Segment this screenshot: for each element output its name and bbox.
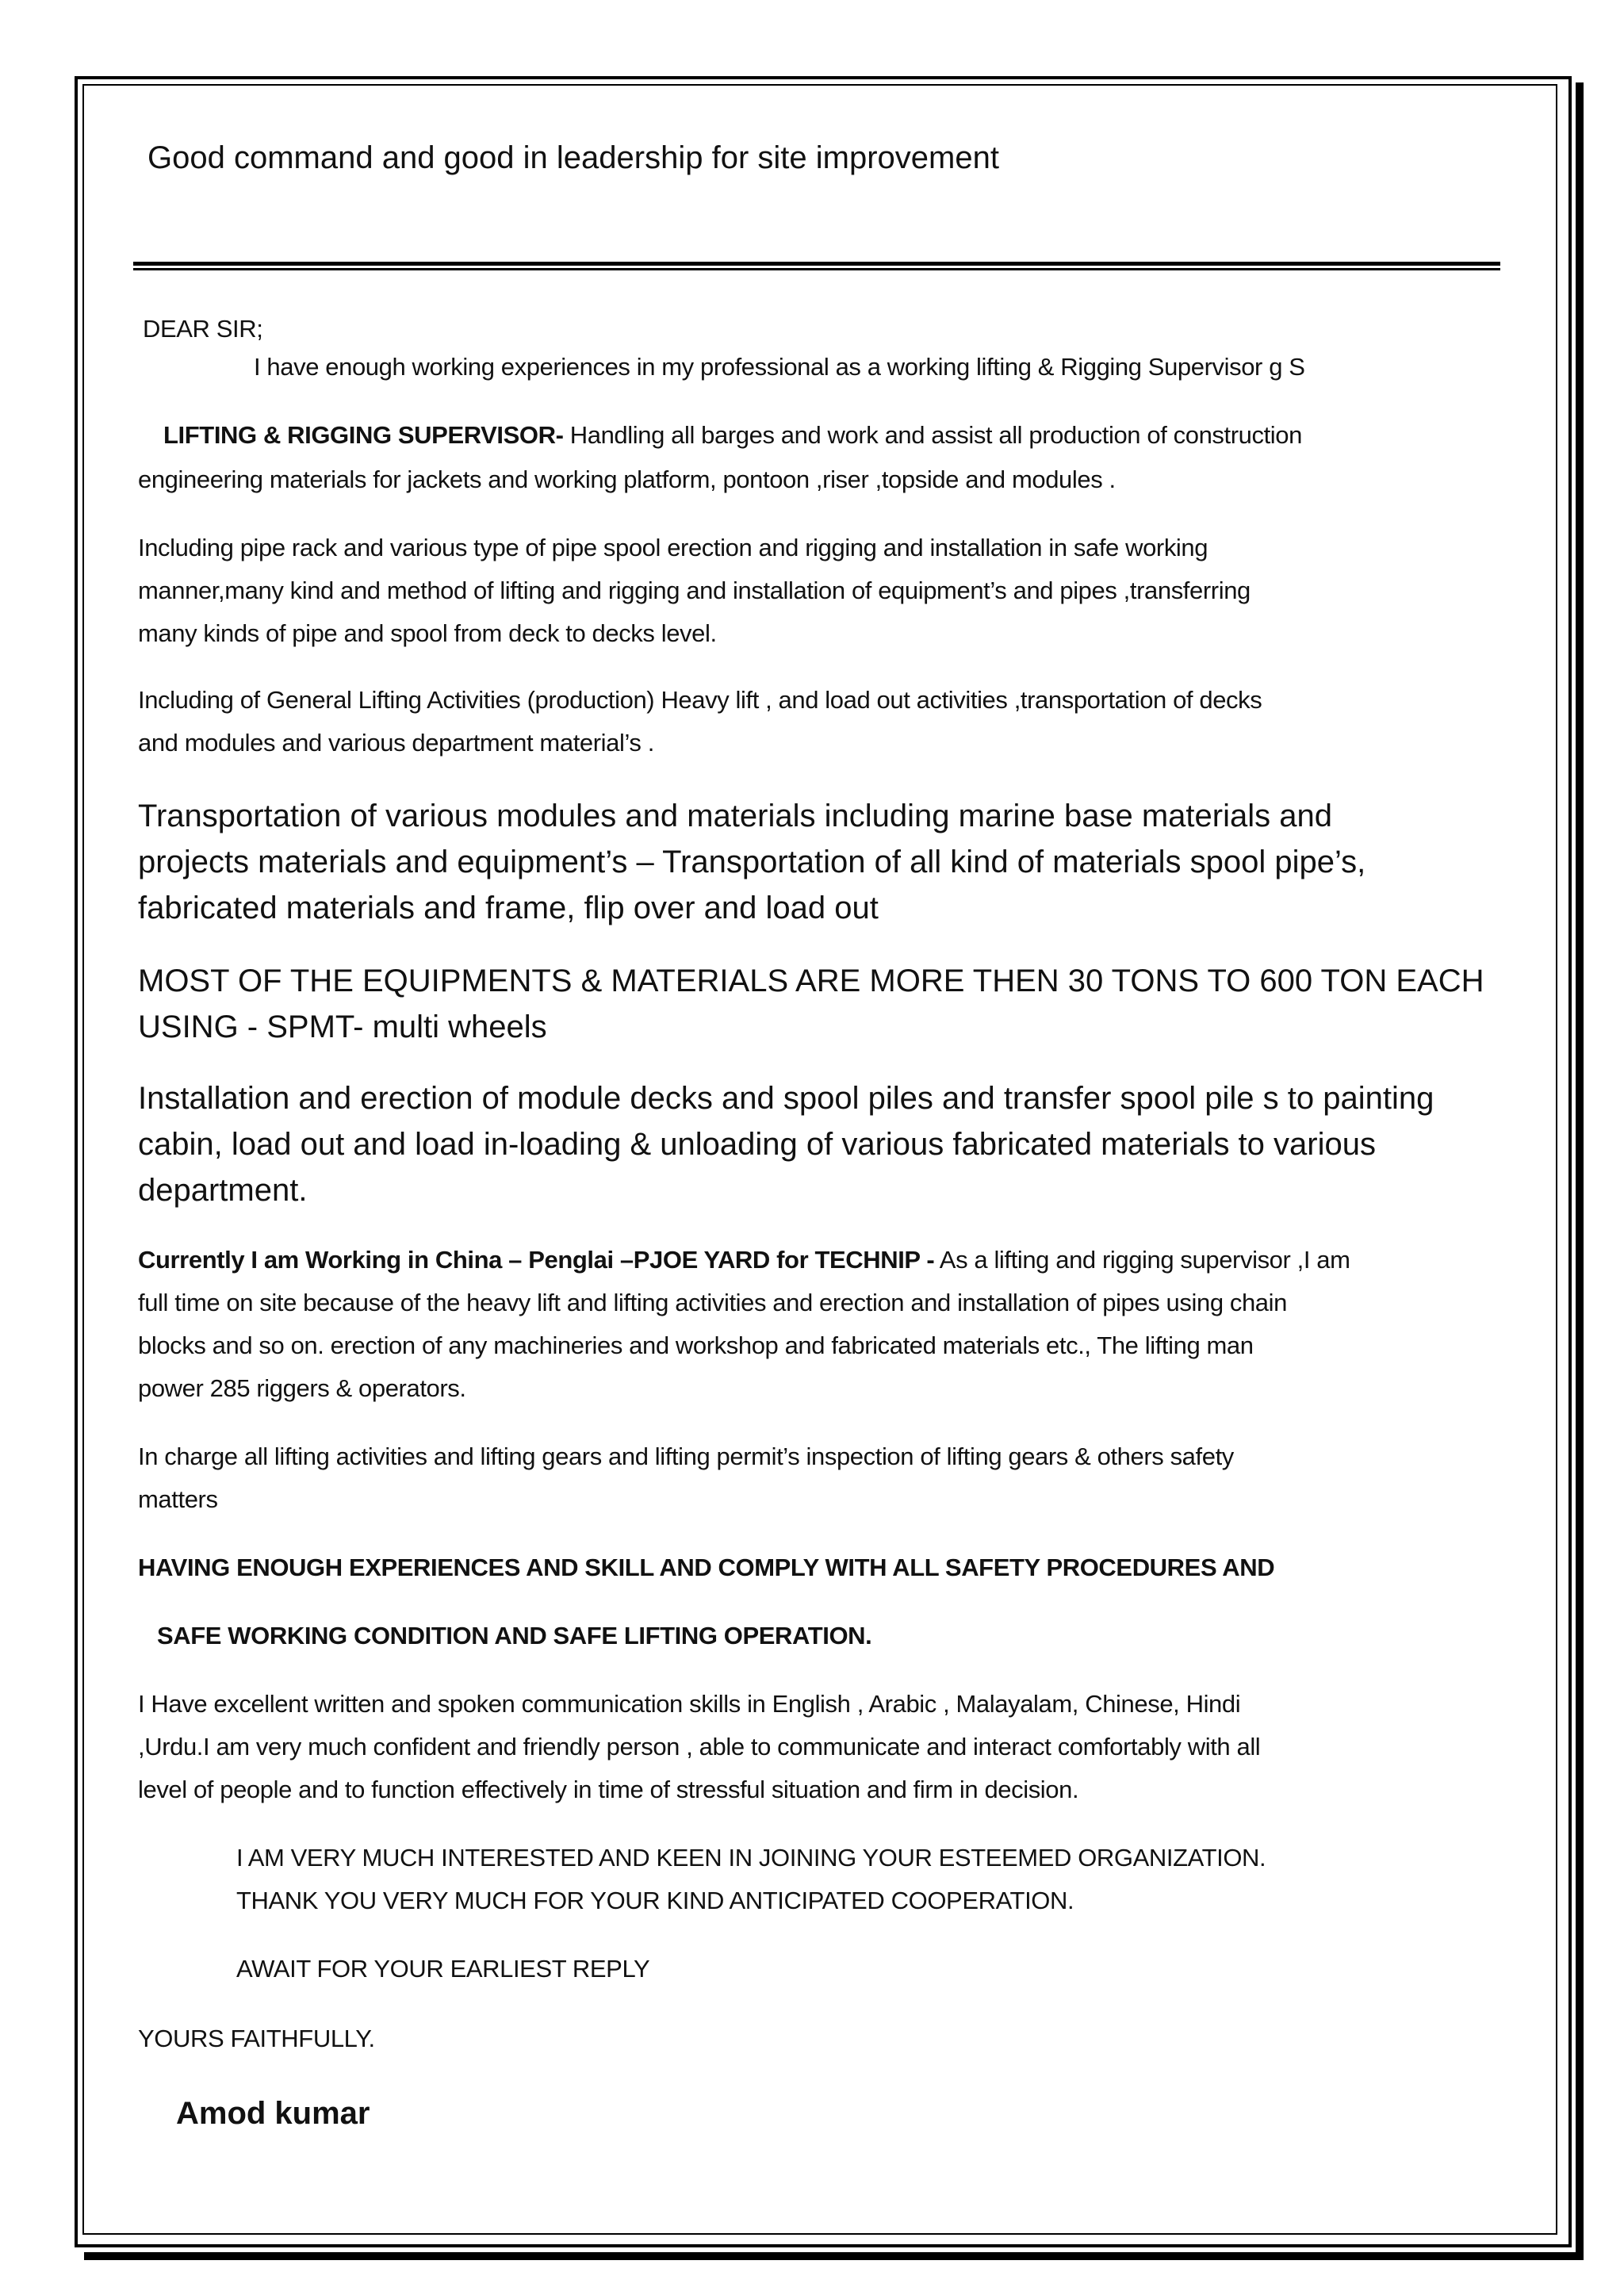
paragraph-line: many kinds of pipe and spool from deck to decks level. — [138, 619, 717, 647]
paragraph-current-job: Currently I am Working in China – Penglai –PJOE YARD for TECHNIP - As a lifting and rigging supervisor ,I am — [138, 1246, 1350, 1274]
paragraph-line: power 285 riggers & operators. — [138, 1374, 466, 1402]
paragraph-line: HAVING ENOUGH EXPERIENCES AND SKILL AND COMPLY WITH ALL SAFETY PROCEDURES AND — [138, 1554, 1275, 1581]
paragraph-line: SAFE WORKING CONDITION AND SAFE LIFTING OPERATION. — [157, 1622, 872, 1649]
paragraph-line: Installation and erection of module decks and spool piles and transfer spool pile s to painting — [138, 1081, 1434, 1116]
header-tagline: Good command and good in leadership for site improvement — [147, 140, 999, 175]
paragraph-line: MOST OF THE EQUIPMENTS & MATERIALS ARE MORE THEN 30 TONS TO 600 TON EACH — [138, 964, 1484, 998]
closing-line: AWAIT FOR YOUR EARLIEST REPLY — [236, 1955, 650, 1983]
paragraph-line: fabricated materials and frame, flip over and load out — [138, 891, 879, 925]
paragraph-line: USING - SPMT- multi wheels — [138, 1010, 547, 1044]
paragraph-line: and modules and various department material’s . — [138, 729, 654, 757]
paragraph-line: Transportation of various modules and materials including marine base materials and — [138, 799, 1332, 833]
current-job-title: Currently I am Working in China – Penglai –PJOE YARD for TECHNIP - — [138, 1246, 935, 1274]
paragraph-line: projects materials and equipment’s – Transportation of all kind of materials spool pipe’s, — [138, 845, 1366, 879]
paragraph-line: department. — [138, 1173, 308, 1208]
paragraph-line: Including of General Lifting Activities (production) Heavy lift , and load out activities ,transportation of decks — [138, 686, 1262, 714]
paragraph-line: manner,many kind and method of lifting and rigging and installation of equipment’s and pipes ,transferring — [138, 577, 1251, 604]
signature-name: Amod kumar — [176, 2096, 370, 2131]
divider-thin — [133, 268, 1500, 270]
closing-line: THANK YOU VERY MUCH FOR YOUR KIND ANTICIPATED COOPERATION. — [236, 1887, 1074, 1914]
paragraph-line: In charge all lifting activities and lifting gears and lifting permit’s inspection of lifting gears & others safety — [138, 1443, 1234, 1470]
paragraph-line: full time on site because of the heavy lift and lifting activities and erection and installation of pipes using chain — [138, 1289, 1287, 1316]
intro-line: I have enough working experiences in my professional as a working lifting & Rigging Supervisor g S — [254, 353, 1305, 381]
divider-thick — [133, 262, 1500, 266]
paragraph-line: ,Urdu.I am very much confident and friendly person , able to communicate and interact comfortably with all — [138, 1733, 1261, 1761]
closing-line: I AM VERY MUCH INTERESTED AND KEEN IN JOINING YOUR ESTEEMED ORGANIZATION. — [236, 1844, 1266, 1872]
paragraph-line: Including pipe rack and various type of pipe spool erection and rigging and installation in safe working — [138, 534, 1208, 561]
role-title: LIFTING & RIGGING SUPERVISOR- — [163, 421, 564, 449]
paragraph-line: engineering materials for jackets and working platform, pontoon ,riser ,topside and modules . — [138, 466, 1116, 493]
paragraph-line: blocks and so on. erection of any machineries and workshop and fabricated materials etc., The lifting man — [138, 1331, 1254, 1359]
paragraph-line: I Have excellent written and spoken communication skills in English , Arabic , Malayalam, Chinese, Hindi — [138, 1690, 1241, 1718]
paragraph-line: level of people and to function effectively in time of stressful situation and firm in decision. — [138, 1776, 1079, 1803]
paragraph-line: cabin, load out and load in-loading & unloading of various fabricated materials to various — [138, 1127, 1376, 1162]
signoff: YOURS FAITHFULLY. — [138, 2025, 375, 2052]
paragraph-lifting-supervisor: LIFTING & RIGGING SUPERVISOR- Handling all barges and work and assist all production of construction — [163, 421, 1302, 449]
salutation: DEAR SIR; — [143, 315, 263, 343]
paragraph-line: matters — [138, 1485, 218, 1513]
